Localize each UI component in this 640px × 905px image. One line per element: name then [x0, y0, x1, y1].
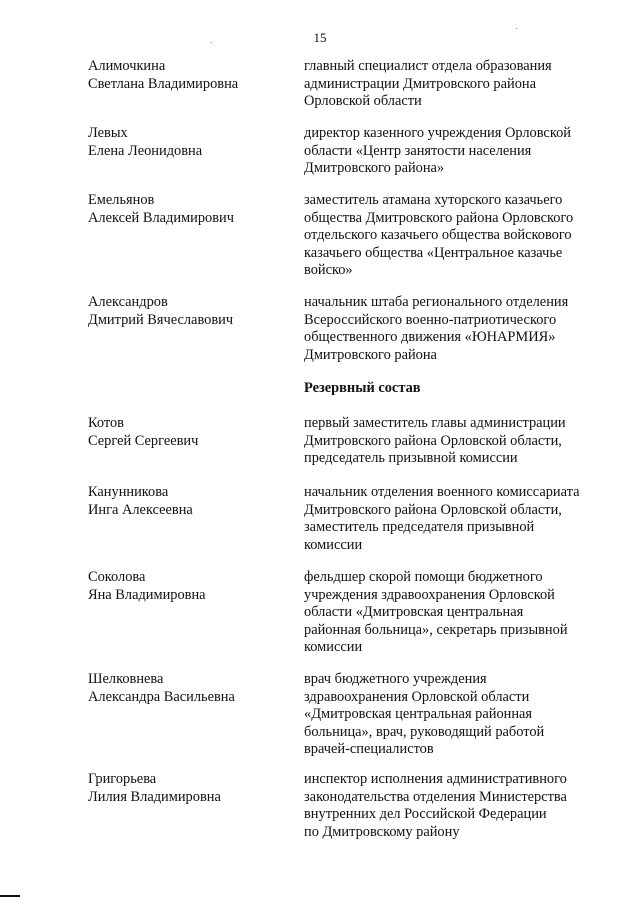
role-line: врачей-специалистов [304, 741, 434, 758]
role-line: отдельского казачьего общества войскового [304, 227, 572, 244]
role-line: председатель призывной комиссии [304, 450, 518, 467]
member-surname: Левых [88, 125, 128, 141]
member-surname: Алимочкина [88, 58, 166, 74]
member-role [304, 671, 604, 759]
member-given-names: Елена Леонидовна [88, 142, 203, 159]
role-line: Дмитровского района [304, 346, 437, 363]
role-line: казачьего общества «Центральное казачье [304, 244, 563, 261]
role-line: Дмитровского района Орловской области, [304, 432, 562, 449]
member-role [304, 294, 604, 364]
role-line: здравоохранения Орловской области [304, 688, 530, 705]
role-line: законодательства отделения Министерства [304, 788, 567, 805]
member-role [304, 484, 604, 554]
role-line: по Дмитровскому району [304, 823, 460, 840]
role-line: общества Дмитровского района Орловского [304, 209, 574, 226]
role-line: области «Дмитровская центральная [304, 604, 524, 621]
reserve-section-heading: Резервный состав [304, 380, 421, 396]
role-line: комиссии [304, 536, 363, 553]
role-line: первый заместитель главы администрации [304, 415, 566, 431]
member-name [88, 192, 293, 227]
member-name [88, 771, 293, 806]
member-given-names: Александра Васильевна [88, 688, 235, 705]
member-surname: Канунникова [88, 484, 169, 500]
member-name [88, 415, 293, 450]
member-role [304, 192, 604, 280]
member-surname: Шелковнева [88, 671, 164, 687]
page-number: 15 [313, 30, 327, 45]
role-line: начальник штаба регионального отделения [304, 294, 569, 310]
role-line: «Дмитровская центральная районная [304, 706, 533, 723]
member-surname: Котов [88, 415, 124, 431]
role-line: больница», врач, руководящий работой [304, 723, 545, 740]
member-name [88, 671, 293, 706]
scan-edge-mark [0, 895, 20, 897]
member-surname: Александров [88, 294, 168, 310]
member-role [304, 569, 604, 657]
member-given-names: Сергей Сергеевич [88, 432, 199, 449]
role-line: начальник отделения военного комиссариата [304, 484, 580, 500]
member-role [304, 58, 604, 111]
member-surname: Емельянов [88, 192, 155, 208]
role-line: инспектор исполнения административного [304, 771, 567, 787]
role-line: войско» [304, 262, 353, 279]
member-given-names: Дмитрий Вячеславович [88, 311, 234, 328]
member-given-names: Алексей Владимирович [88, 209, 234, 226]
role-line: внутренних дел Российской Федерации [304, 806, 547, 823]
role-line: врач бюджетного учреждения [304, 671, 487, 687]
role-line: администрации Дмитровского района [304, 75, 536, 92]
member-role [304, 771, 604, 841]
role-line: области «Центр занятости населения [304, 142, 532, 159]
member-given-names: Светлана Владимировна [88, 75, 239, 92]
role-line: учреждения здравоохранения Орловской [304, 586, 555, 603]
member-name [88, 294, 293, 329]
member-given-names: Яна Владимировна [88, 586, 206, 603]
role-line: комиссии [304, 639, 363, 656]
role-line: Орловской области [304, 93, 422, 110]
role-line: общественного движения «ЮНАРМИЯ» [304, 329, 556, 346]
role-line: заместитель атамана хуторского казачьего [304, 192, 563, 208]
member-surname: Григорьева [88, 771, 157, 787]
member-name [88, 484, 293, 519]
scan-speck [211, 42, 212, 43]
member-role [304, 125, 604, 178]
role-line: районная больница», секретарь призывной [304, 621, 568, 638]
role-line: Всероссийского военно-патриотического [304, 311, 557, 328]
member-name [88, 125, 293, 160]
role-line: Дмитровского района» [304, 160, 445, 177]
scan-speck [516, 28, 517, 29]
role-line: главный специалист отдела образования [304, 58, 552, 74]
member-given-names: Лилия Владимировна [88, 788, 221, 805]
member-surname: Соколова [88, 569, 146, 585]
role-line: заместитель председателя призывной [304, 519, 535, 536]
member-given-names: Инга Алексеевна [88, 501, 193, 518]
member-role [304, 415, 604, 468]
member-name [88, 569, 293, 604]
role-line: фельдшер скорой помощи бюджетного [304, 569, 543, 585]
role-line: Дмитровского района Орловской области, [304, 501, 562, 518]
member-name [88, 58, 293, 93]
role-line: директор казенного учреждения Орловской [304, 125, 571, 141]
